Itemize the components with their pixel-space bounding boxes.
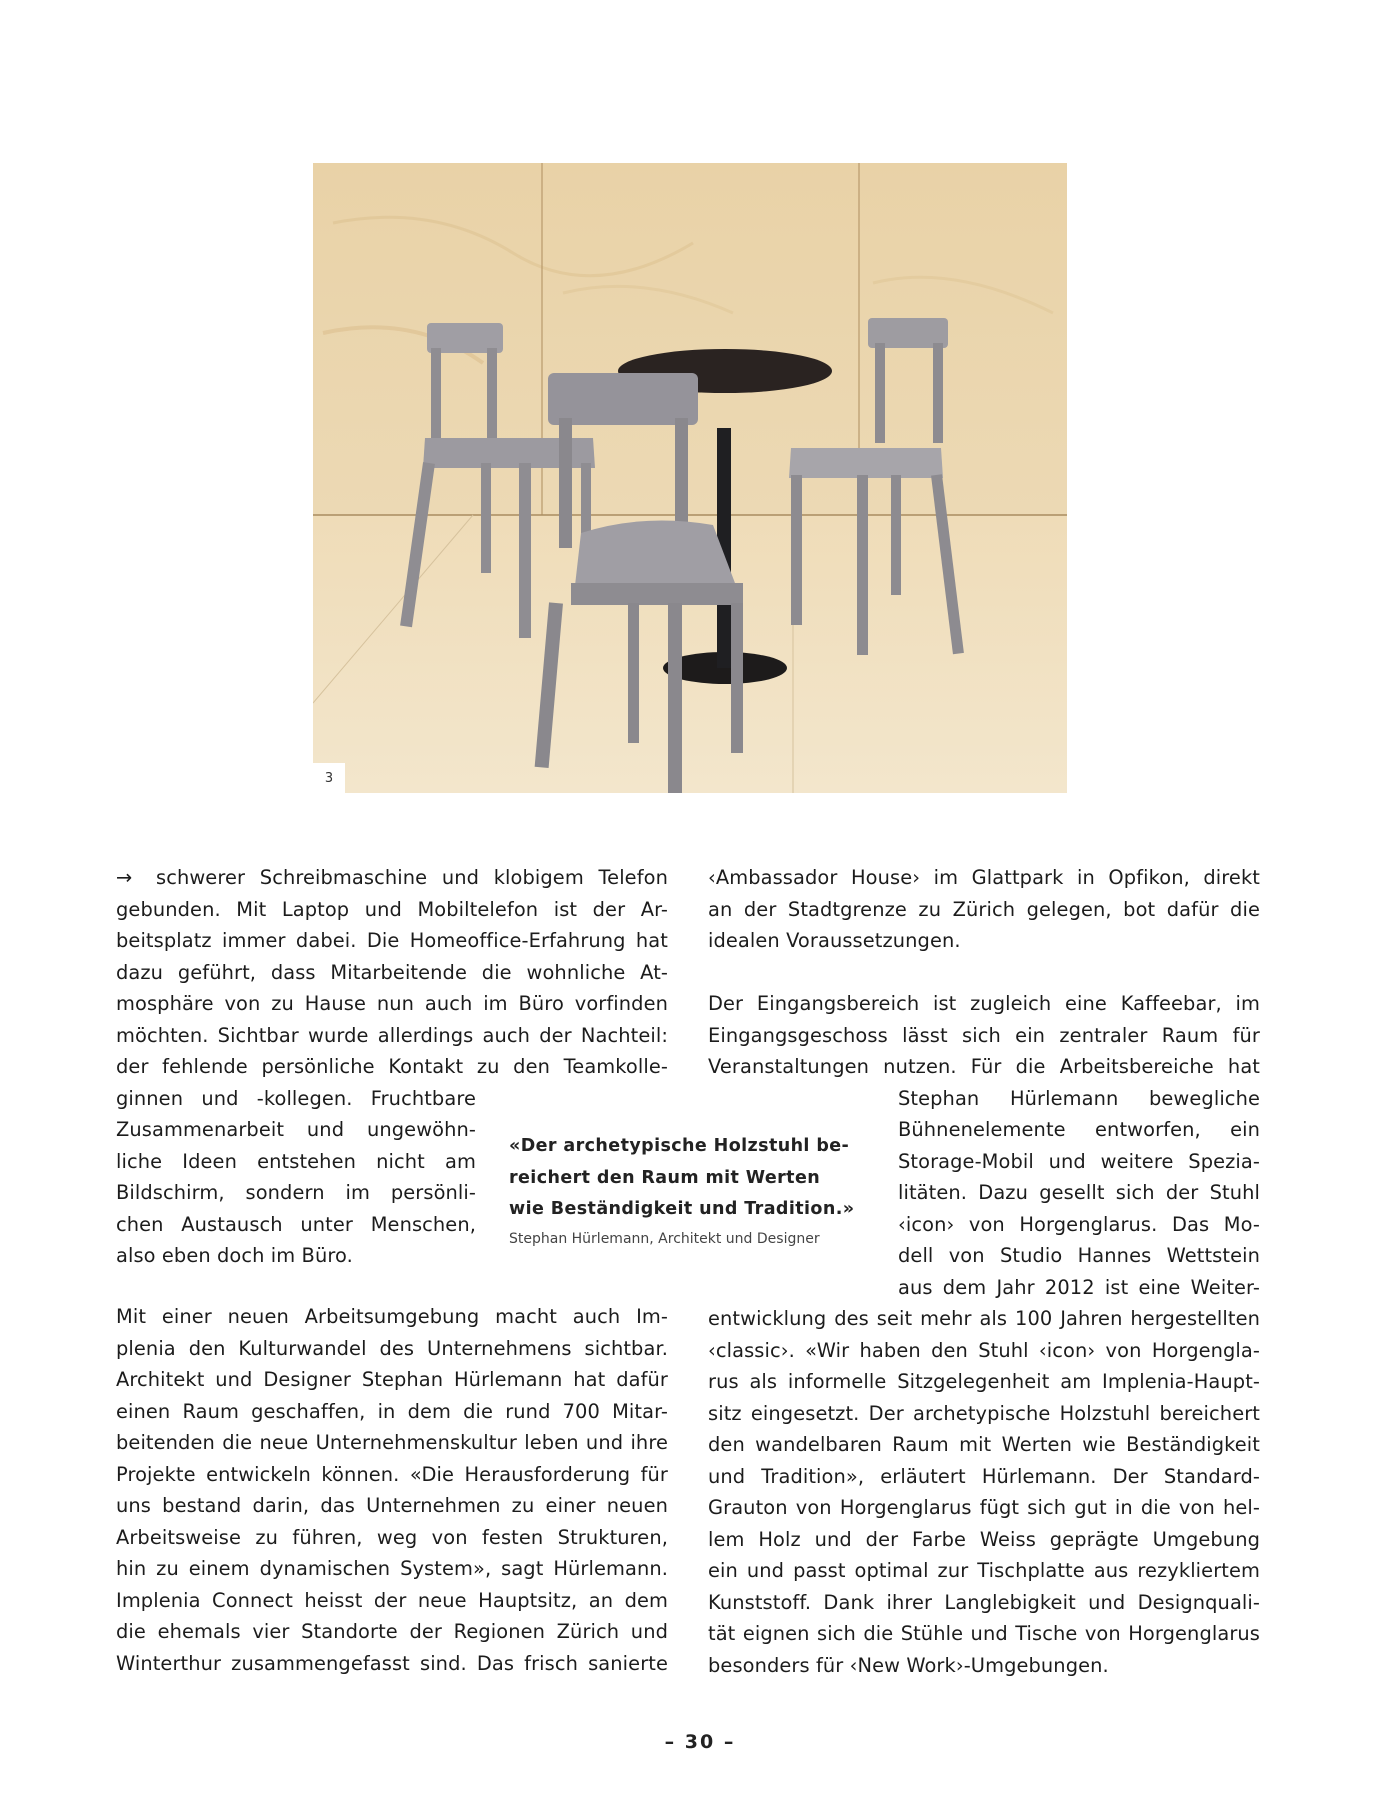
left-column-para2 <box>116 1301 668 1679</box>
text-line: ‹icon› von Horgenglarus. Das Mo- <box>898 1212 1260 1236</box>
text-line: Zusammenarbeit und ungewöhn- <box>116 1118 476 1141</box>
text-line: und Tradition», erläutert Hürlemann. Der Standard- <box>708 1464 1260 1488</box>
text-line: aus dem Jahr 2012 ist eine Weiter- <box>898 1275 1260 1299</box>
text-line: beitsplatz immer dabei. Die Homeoffice-Erfahrung hat <box>116 929 668 952</box>
text-line: ‹Ambassador House› im Glattpark in Opfikon, direkt <box>708 866 1260 889</box>
text-line: idealen Voraussetzungen. <box>708 929 961 952</box>
text-line: der fehlende persönliche Kontakt zu den Teamkolle- <box>116 1055 668 1078</box>
text-line: ginnen und -kollegen. Fruchtbare <box>116 1086 476 1110</box>
text-line: Winterthur zusammengefasst sind. Das frisch sanierte <box>116 1651 668 1675</box>
text-line: besonders für ‹New Work›-Umgebungen. <box>708 1653 1109 1677</box>
quote-line: reichert den Raum mit Werten <box>509 1167 821 1188</box>
text-line: Arbeitsweise zu führen, weg von festen Strukturen, <box>116 1525 668 1549</box>
text-line: die ehemals vier Standorte der Regionen Zürich und <box>116 1620 668 1643</box>
text-line: Projekte entwickeln können. «Die Herausforderung für <box>116 1462 668 1486</box>
text-line: plenia den Kulturwandel des Unternehmens sichtbar. <box>116 1336 668 1360</box>
text-line: einen Raum geschaffen, in dem die rund 700 Mitar- <box>116 1399 668 1423</box>
text-line: Architekt und Designer Stephan Hürlemann hat dafür <box>116 1368 668 1391</box>
text-line: Eingangsgeschoss lässt sich ein zentraler Raum für <box>708 1023 1260 1047</box>
text-line: also eben doch im Büro. <box>116 1244 353 1267</box>
text-line: Implenia Connect heisst der neue Hauptsitz, an dem <box>116 1588 668 1612</box>
text-line: uns bestand darin, das Unternehmen zu einer neuen <box>116 1494 668 1517</box>
figure-number: 3 <box>313 763 345 793</box>
photo-chairs-table <box>313 163 1067 793</box>
text-line: liche Ideen entstehen nicht am <box>116 1149 476 1173</box>
text-line: hin zu einem dynamischen System», sagt Hürlemann. <box>116 1557 668 1580</box>
quote-line: wie Beständigkeit und Tradition.» <box>509 1199 855 1219</box>
text-line: chen Austausch unter Menschen, <box>116 1212 476 1236</box>
text-line: Veranstaltungen nutzen. Für die Arbeitsbereiche hat <box>708 1055 1260 1078</box>
text-line: Mit einer neuen Arbeitsumgebung macht auch Im- <box>116 1305 668 1328</box>
text-line: den wandelbaren Raum mit Werten wie Beständigkeit <box>708 1433 1260 1456</box>
text-line: sitz eingesetzt. Der archetypische Holzstuhl bereichert <box>708 1401 1260 1425</box>
text-line: mosphäre von zu Hause nun auch im Büro vorfinden <box>116 992 668 1015</box>
quote-line: «Der archetypische Holzstuhl be- <box>509 1136 850 1156</box>
photo-illustration <box>313 163 1067 793</box>
text-line: litäten. Dazu gesellt sich der Stuhl <box>898 1181 1260 1204</box>
page-number: – 30 – <box>664 1731 736 1753</box>
quote-attribution: Stephan Hürlemann, Architekt und Designer <box>509 1230 820 1247</box>
text-line: beitenden die neue Unternehmenskultur leben und ihre <box>116 1431 668 1454</box>
text-line: Stephan Hürlemann bewegliche <box>898 1086 1260 1110</box>
text-line: Storage-Mobil und weitere Spezia- <box>898 1149 1260 1173</box>
text-line: rus als informelle Sitzgelegenheit am Implenia-Haupt- <box>708 1370 1260 1393</box>
text-line: möchten. Sichtbar wurde allerdings auch der Nachteil: <box>116 1023 668 1047</box>
right-column-para1 <box>708 862 1260 957</box>
continued-arrow-icon: → <box>116 866 133 889</box>
text-line: Bühnenelemente entworfen, ein <box>898 1118 1260 1141</box>
text-line: Kunststoff. Dank ihrer Langlebigkeit und Designquali- <box>708 1590 1260 1614</box>
text-line: ein und passt optimal zur Tischplatte aus rezykliertem <box>708 1559 1260 1582</box>
text-line: dell von Studio Hannes Wettstein <box>898 1244 1260 1267</box>
text-line: lem Holz und der Farbe Weiss geprägte Umgebung <box>708 1527 1260 1551</box>
text-line: dazu geführt, dass Mitarbeitende die wohnliche At- <box>116 960 668 984</box>
text-line: an der Stadtgrenze zu Zürich gelegen, bot dafür die <box>708 897 1260 921</box>
text-line: Bildschirm, sondern im persönli- <box>116 1181 476 1204</box>
text-line: ‹classic›. «Wir haben den Stuhl ‹icon› von Horgengla- <box>708 1338 1260 1362</box>
text-line: gebunden. Mit Laptop und Mobiltelefon ist der Ar- <box>116 897 668 921</box>
right-column-para2 <box>708 988 1260 1681</box>
text-line: Grauton von Horgenglarus fügt sich gut in die von hel- <box>708 1496 1260 1519</box>
text-line: entwicklung des seit mehr als 100 Jahren hergestellten <box>708 1307 1260 1330</box>
text-line: tät eignen sich die Stühle und Tische von Horgenglarus <box>708 1622 1260 1645</box>
text-line: → schwerer Schreibmaschine und klobigem Telefon <box>116 862 668 894</box>
text-line: Der Eingangsbereich ist zugleich eine Kaffeebar, im <box>708 992 1260 1015</box>
